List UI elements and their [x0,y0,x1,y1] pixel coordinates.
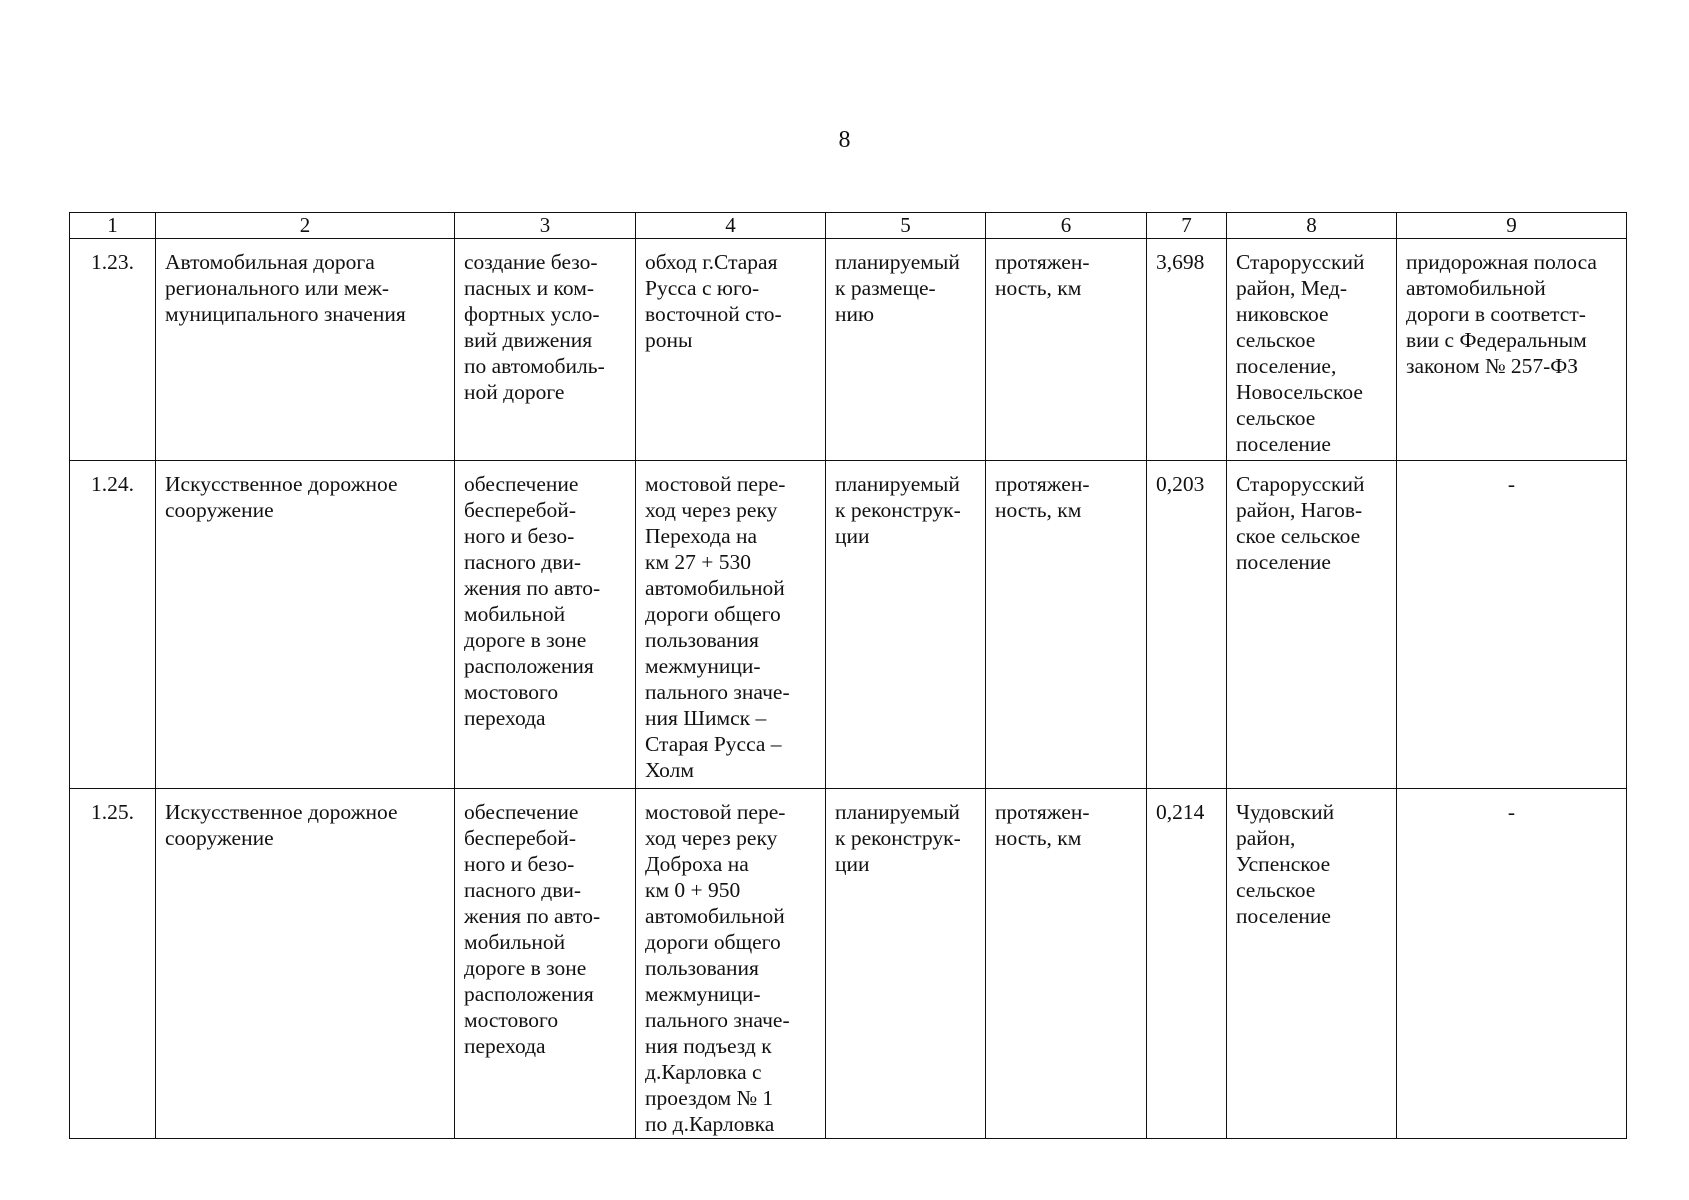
cell-line: Холм [645,758,694,782]
purpose-cell [455,239,636,461]
cell-line: Старорусский [1236,250,1365,274]
cell-line: дороге в зоне [464,628,587,652]
cell-line: фортных усло- [464,302,600,326]
table-row [70,461,1627,789]
municipality-cell [1227,239,1397,461]
cell-line: ного и безо- [464,524,575,548]
cell-line: пользования [645,956,759,980]
cell-line: по д.Карловка [645,1112,775,1136]
cell-line: вий движения [464,328,593,352]
column-header: 4 [636,213,826,239]
cell-line: Старорусский [1236,472,1365,496]
cell-line: сельское [1236,878,1316,902]
cell-line: планируемый [835,250,960,274]
row-number: 1.24. [70,461,156,789]
cell-line: - [1507,800,1516,824]
cell-line: район, Нагов- [1236,498,1363,522]
cell-line: сооружение [165,498,274,522]
cell-line: перехода [464,706,546,730]
row-number: 1.25. [70,789,156,1139]
cell-line: ность, км [995,276,1082,300]
cell-line: расположения [464,654,594,678]
status-cell [826,239,986,461]
cell-line: Искусственное дорожное [165,800,398,824]
cell-line: муниципального значения [165,302,406,326]
cell-line: ность, км [995,498,1082,522]
column-header: 8 [1227,213,1397,239]
cell-line: мобильной [464,930,566,954]
cell-line: сооружение [165,826,274,850]
municipality-cell [1227,461,1397,789]
status-cell [826,789,986,1139]
zone-cell [1397,461,1627,789]
cell-line: придорожная полоса [1406,250,1597,274]
cell-line: мобильной [464,602,566,626]
cell-line: никовское [1236,302,1329,326]
cell-line: сельское [1236,328,1316,352]
cell-line: ность, км [995,826,1082,850]
column-header: 7 [1147,213,1227,239]
cell-line: автомобильной [645,576,785,600]
cell-line: ход через реку [645,826,778,850]
cell-line: протяжен- [995,250,1090,274]
cell-line: район, [1236,826,1296,850]
column-header: 2 [156,213,455,239]
cell-line: нию [835,302,875,326]
cell-line: восточной сто- [645,302,782,326]
cell-line: пасного дви- [464,550,582,574]
object-name-cell [156,461,455,789]
cell-line: к реконструк- [835,826,961,850]
column-header: 3 [455,213,636,239]
cell-line: ния Шимск – [645,706,767,730]
cell-line: к размеще- [835,276,936,300]
cell-line: по автомобиль- [464,354,605,378]
cell-line: планируемый [835,800,960,824]
cell-line: автомобильной [645,904,785,928]
cell-line: ции [835,524,870,548]
column-header: 9 [1397,213,1627,239]
characteristic-cell [986,461,1147,789]
cell-line: жения по авто- [464,904,601,928]
cell-line: Искусственное дорожное [165,472,398,496]
cell-line: поселение [1236,432,1331,456]
cell-line: межмуници- [645,982,761,1006]
cell-line: мостовой пере- [645,800,786,824]
cell-line: автомобильной [1406,276,1546,300]
cell-line: ции [835,852,870,876]
cell-line: обеспечение [464,472,579,496]
row-number: 1.23. [70,239,156,461]
municipality-cell [1227,789,1397,1139]
column-header: 5 [826,213,986,239]
cell-line: Перехода на [645,524,758,548]
cell-line: Доброха на [645,852,749,876]
cell-line: обеспечение [464,800,579,824]
value-cell: 3,698 [1147,239,1227,461]
cell-line: перехода [464,1034,546,1058]
purpose-cell [455,789,636,1139]
cell-line: сельское [1236,406,1316,430]
object-name-cell [156,239,455,461]
purpose-cell [455,461,636,789]
cell-line: поселение [1236,904,1331,928]
location-cell [636,461,826,789]
cell-line: жения по авто- [464,576,601,600]
cell-line: межмуници- [645,654,761,678]
cell-line: Старая Русса – [645,732,782,756]
cell-line: Русса с юго- [645,276,760,300]
cell-line: бесперебой- [464,826,576,850]
status-cell [826,461,986,789]
cell-line: законом № 257-ФЗ [1406,354,1579,378]
characteristic-cell [986,789,1147,1139]
cell-line: д.Карловка с [645,1060,762,1084]
cell-line: Автомобильная дорога [165,250,375,274]
cell-line: протяжен- [995,800,1090,824]
column-header: 6 [986,213,1147,239]
cell-line: планируемый [835,472,960,496]
cell-line: вии с Федеральным [1406,328,1587,352]
cell-line: ной дороге [464,380,565,404]
cell-line: роны [645,328,693,352]
cell-line: бесперебой- [464,498,576,522]
cell-line: к реконструк- [835,498,961,522]
cell-line: Успенское [1236,852,1331,876]
cell-line: расположения [464,982,594,1006]
cell-line: ния подъезд к [645,1034,772,1058]
cell-line: пального значе- [645,680,790,704]
value-cell: 0,203 [1147,461,1227,789]
cell-line: - [1507,472,1516,496]
location-cell [636,239,826,461]
cell-line: создание безо- [464,250,598,274]
cell-line: регионального или меж- [165,276,390,300]
cell-line: Новосельское [1236,380,1363,404]
cell-line: дороги общего [645,930,781,954]
column-header: 1 [70,213,156,239]
cell-line: дороги в соответст- [1406,302,1586,326]
cell-line: дороги общего [645,602,781,626]
cell-line: проездом № 1 [645,1086,774,1110]
cell-line: км 27 + 530 [645,550,752,574]
cell-line: мостовой пере- [645,472,786,496]
zone-cell [1397,789,1627,1139]
object-name-cell [156,789,455,1139]
table-header-row [70,213,1627,239]
cell-line: ход через реку [645,498,778,522]
value-cell: 0,214 [1147,789,1227,1139]
cell-line: поселение, [1236,354,1337,378]
cell-line: ного и безо- [464,852,575,876]
cell-line: пасных и ком- [464,276,595,300]
cell-line: мостового [464,1008,559,1032]
cell-line: Чудовский [1236,800,1335,824]
cell-line: ское сельское [1236,524,1361,548]
cell-line: пользования [645,628,759,652]
cell-line: км 0 + 950 [645,878,741,902]
cell-line: район, Мед- [1236,276,1347,300]
cell-line: дороге в зоне [464,956,587,980]
cell-line: обход г.Старая [645,250,778,274]
cell-line: мостового [464,680,559,704]
location-cell [636,789,826,1139]
cell-line: пального значе- [645,1008,790,1032]
characteristic-cell [986,239,1147,461]
table-row [70,789,1627,1139]
table-row [70,239,1627,461]
planned-objects-table [69,212,1627,1139]
zone-cell [1397,239,1627,461]
cell-line: поселение [1236,550,1331,574]
page-number: 8 [838,127,851,153]
cell-line: протяжен- [995,472,1090,496]
cell-line: пасного дви- [464,878,582,902]
